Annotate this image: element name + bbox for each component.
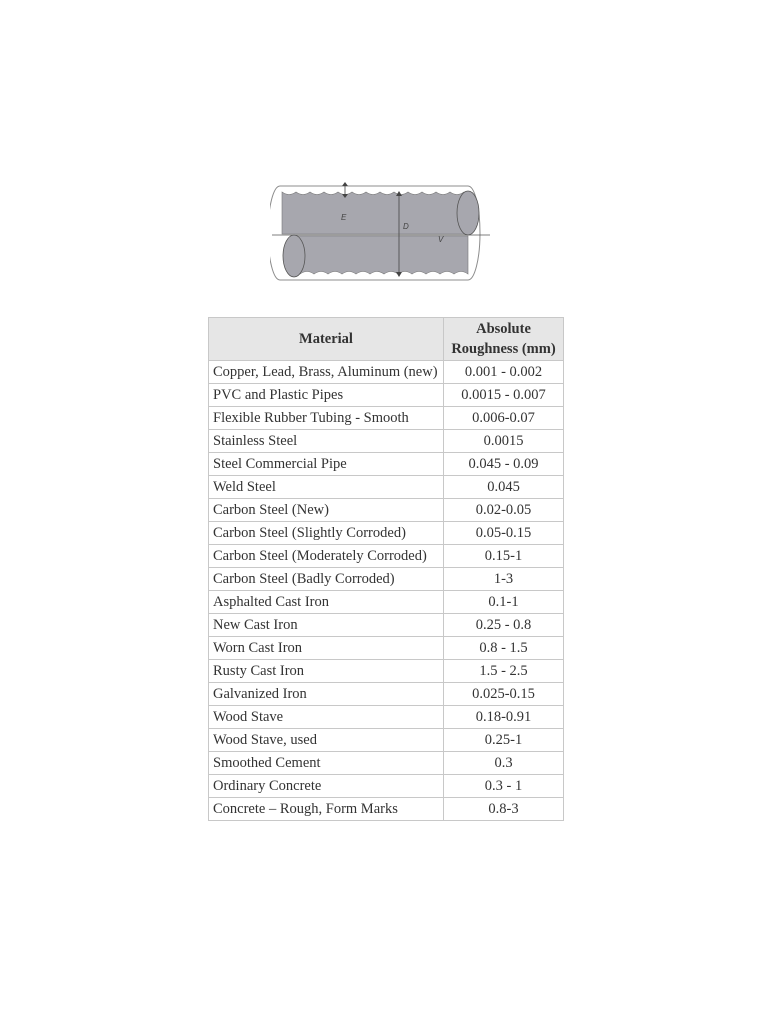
table-row xyxy=(209,522,564,545)
material-cell: Steel Commercial Pipe xyxy=(209,453,444,476)
roughness-cell: 1.5 - 2.5 xyxy=(444,660,564,683)
label-d: D xyxy=(403,222,409,231)
material-cell: Copper, Lead, Brass, Aluminum (new) xyxy=(209,361,444,384)
material-cell: Galvanized Iron xyxy=(209,683,444,706)
header-material: Material xyxy=(209,318,444,361)
table-row xyxy=(209,430,564,453)
table-row xyxy=(209,568,564,591)
table-row xyxy=(209,637,564,660)
material-cell: Carbon Steel (Badly Corroded) xyxy=(209,568,444,591)
pipe-roughness-diagram xyxy=(270,180,492,286)
table-header-row xyxy=(209,318,564,361)
roughness-cell: 0.045 xyxy=(444,476,564,499)
table-row xyxy=(209,660,564,683)
material-cell: Asphalted Cast Iron xyxy=(209,591,444,614)
table-body xyxy=(209,361,564,821)
roughness-cell: 0.8 - 1.5 xyxy=(444,637,564,660)
roughness-cell: 0.0015 - 0.007 xyxy=(444,384,564,407)
roughness-cell: 0.05-0.15 xyxy=(444,522,564,545)
roughness-cell: 0.3 xyxy=(444,752,564,775)
material-cell: Weld Steel xyxy=(209,476,444,499)
material-cell: Ordinary Concrete xyxy=(209,775,444,798)
table-row xyxy=(209,545,564,568)
roughness-cell: 1-3 xyxy=(444,568,564,591)
material-cell: Stainless Steel xyxy=(209,430,444,453)
material-cell: Carbon Steel (Slightly Corroded) xyxy=(209,522,444,545)
pipe-diagram-svg xyxy=(270,180,492,286)
table-row xyxy=(209,591,564,614)
table-row xyxy=(209,361,564,384)
table-row xyxy=(209,614,564,637)
table-row xyxy=(209,729,564,752)
table-row xyxy=(209,798,564,821)
roughness-cell: 0.25 - 0.8 xyxy=(444,614,564,637)
material-cell: Carbon Steel (Moderately Corroded) xyxy=(209,545,444,568)
roughness-cell: 0.006-0.07 xyxy=(444,407,564,430)
material-cell: New Cast Iron xyxy=(209,614,444,637)
roughness-cell: 0.8-3 xyxy=(444,798,564,821)
table-row xyxy=(209,752,564,775)
roughness-table xyxy=(208,317,564,821)
table-row xyxy=(209,706,564,729)
roughness-cell: 0.15-1 xyxy=(444,545,564,568)
material-cell: Wood Stave, used xyxy=(209,729,444,752)
pipe-end-right xyxy=(457,191,479,235)
material-cell: Carbon Steel (New) xyxy=(209,499,444,522)
roughness-arrow-top xyxy=(342,182,348,186)
pipe-wall-upper xyxy=(282,192,468,234)
material-cell: Smoothed Cement xyxy=(209,752,444,775)
table-row xyxy=(209,683,564,706)
table-row xyxy=(209,453,564,476)
roughness-cell: 0.3 - 1 xyxy=(444,775,564,798)
roughness-cell: 0.25-1 xyxy=(444,729,564,752)
roughness-cell: 0.1-1 xyxy=(444,591,564,614)
roughness-cell: 0.02-0.05 xyxy=(444,499,564,522)
roughness-cell: 0.045 - 0.09 xyxy=(444,453,564,476)
material-cell: PVC and Plastic Pipes xyxy=(209,384,444,407)
label-e: E xyxy=(341,213,347,222)
table-row xyxy=(209,499,564,522)
material-cell: Worn Cast Iron xyxy=(209,637,444,660)
table-row xyxy=(209,407,564,430)
table-row xyxy=(209,384,564,407)
pipe-end-left xyxy=(283,235,305,277)
table-row xyxy=(209,476,564,499)
material-cell: Wood Stave xyxy=(209,706,444,729)
roughness-cell: 0.18-0.91 xyxy=(444,706,564,729)
roughness-cell: 0.025-0.15 xyxy=(444,683,564,706)
material-cell: Concrete – Rough, Form Marks xyxy=(209,798,444,821)
label-v: V xyxy=(438,235,444,244)
header-roughness: Absolute Roughness (mm) xyxy=(444,318,564,361)
table-row xyxy=(209,775,564,798)
roughness-cell: 0.001 - 0.002 xyxy=(444,361,564,384)
material-cell: Flexible Rubber Tubing - Smooth xyxy=(209,407,444,430)
material-cell: Rusty Cast Iron xyxy=(209,660,444,683)
roughness-cell: 0.0015 xyxy=(444,430,564,453)
